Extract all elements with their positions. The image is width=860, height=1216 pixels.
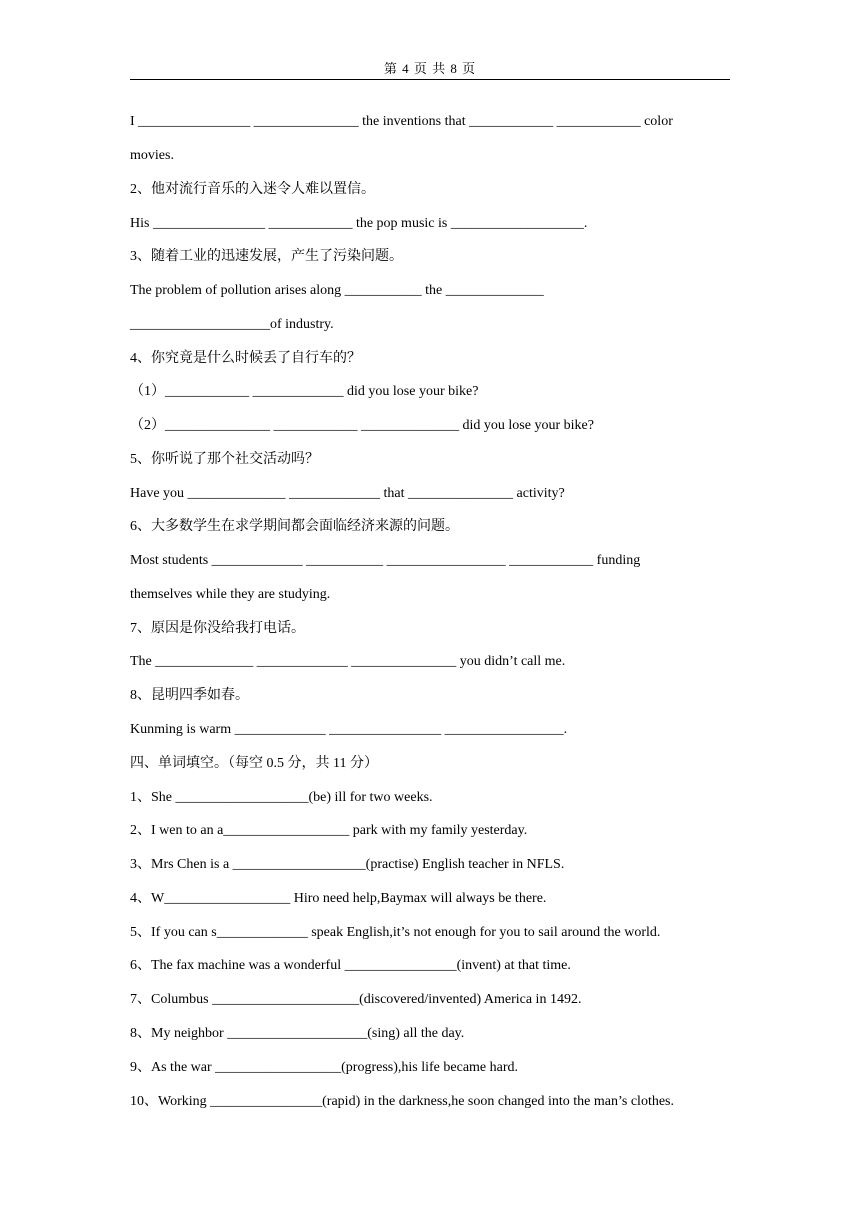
text-line: （1）____________ _____________ did you lose your bike? xyxy=(130,384,479,399)
text-line: Kunming is warm _____________ ________________ _________________. xyxy=(130,722,568,737)
text-line: 2、I wen to an a__________________ park with my family yesterday. xyxy=(130,823,528,838)
text-line: His ________________ ____________ the pop music is ___________________. xyxy=(130,216,588,231)
question-prompt: 6、大多数学生在求学期间都会面临经济来源的问题。 xyxy=(130,519,459,534)
text-line: Most students _____________ ___________ _________________ ____________ funding xyxy=(130,553,641,568)
text-line: movies. xyxy=(130,148,174,163)
text-line: 1、She ___________________(be) ill for two weeks. xyxy=(130,790,433,805)
text-line: 4、W__________________ Hiro need help,Baymax will always be there. xyxy=(130,891,547,906)
text-line: 9、As the war __________________(progress),his life became hard. xyxy=(130,1060,519,1075)
text-line: 3、Mrs Chen is a ___________________(practise) English teacher in NFLS. xyxy=(130,857,565,872)
text-line: 8、My neighbor ____________________(sing) all the day. xyxy=(130,1026,465,1041)
header-rule xyxy=(130,79,730,80)
question-prompt: 3、随着工业的迅速发展，产生了污染问题。 xyxy=(130,249,403,264)
text-line: 6、The fax machine was a wonderful ________________(invent) at that time. xyxy=(130,958,571,973)
text-line: 5、If you can s_____________ speak English,it’s not enough for you to sail around the world. xyxy=(130,925,661,940)
text-line: 10、Working ________________(rapid) in the darkness,he soon changed into the man’s clothes. xyxy=(130,1094,674,1109)
text-line: 7、Columbus _____________________(discovered/invented) America in 1492. xyxy=(130,992,582,1007)
text-line: Have you ______________ _____________ that _______________ activity? xyxy=(130,486,565,501)
question-prompt: 5、你听说了那个社交活动吗？ xyxy=(130,452,319,467)
question-prompt: 2、他对流行音乐的入迷令人难以置信。 xyxy=(130,182,375,197)
page-header: 第 4 页 共 8 页 xyxy=(383,61,477,76)
text-line: The ______________ _____________ _______________ you didn’t call me. xyxy=(130,654,566,669)
question-prompt: 7、原因是你没给我打电话。 xyxy=(130,621,305,636)
section-heading: 四、单词填空。（每空 0.5 分，共 11 分） xyxy=(130,756,378,771)
text-line: ____________________of industry. xyxy=(130,317,334,332)
text-line: I ________________ _______________ the inventions that ____________ ____________ color xyxy=(130,114,673,129)
text-line: The problem of pollution arises along ___________ the ______________ xyxy=(130,283,544,298)
text-line: （2）_______________ ____________ ______________ did you lose your bike? xyxy=(130,418,594,433)
question-prompt: 8、昆明四季如春。 xyxy=(130,688,249,703)
text-line: themselves while they are studying. xyxy=(130,587,331,602)
question-prompt: 4、你究竟是什么时候丢了自行车的？ xyxy=(130,351,361,366)
